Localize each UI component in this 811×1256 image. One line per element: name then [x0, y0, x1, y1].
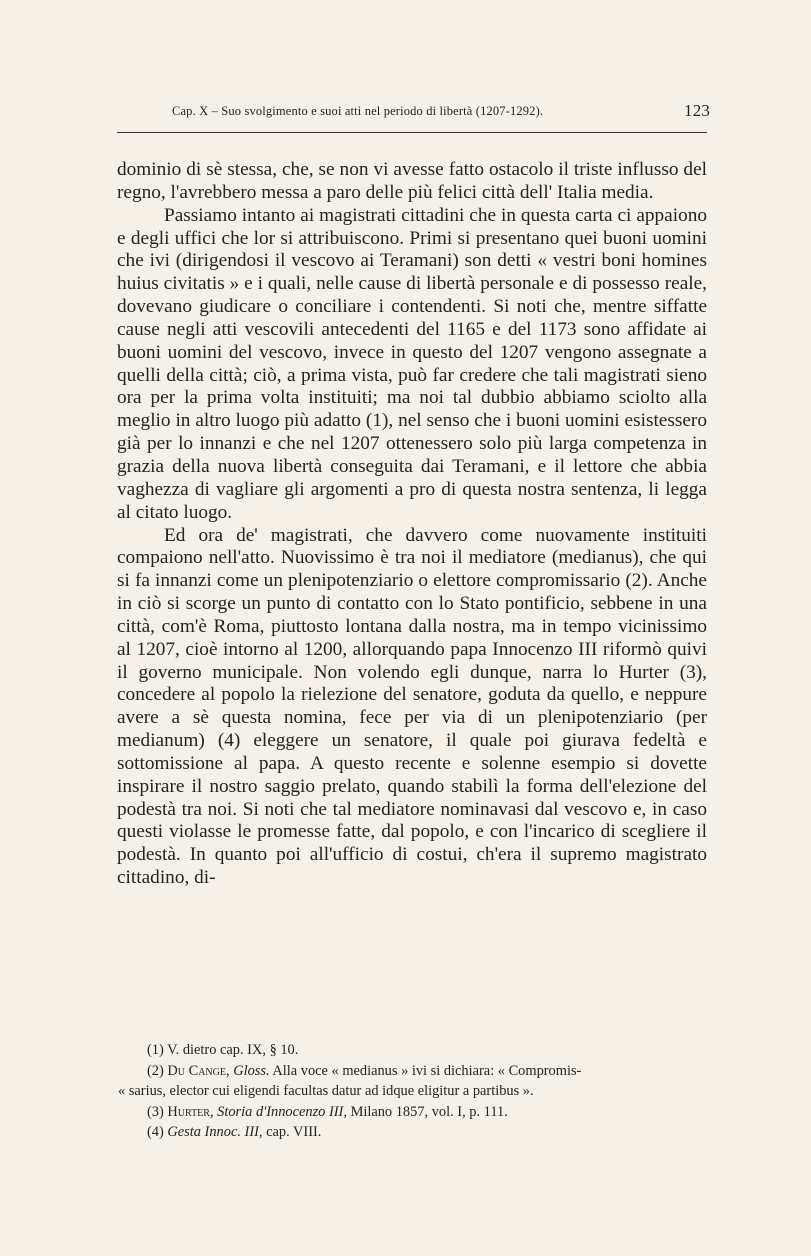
- footnote-mark: (2): [147, 1062, 164, 1079]
- footnote-text: cap. VIII.: [266, 1124, 322, 1141]
- footnote-text: « sarius, elector cui eligendi facultas datur ad idque eligitur a partibus ».: [118, 1083, 534, 1100]
- footnote-text: Alla voce « medianus » ivi si dichiara: « Compromis-: [272, 1062, 582, 1079]
- paragraph-3: Ed ora de' magistrati, che davvero come nuovamente instituiti compaiono nell'atto. Nuovissimo è tra noi il mediatore (medianus), che qui si fa innanzi come un plenipotenziario o elettore compromissario (2). Anche in ciò si scorge un punto di contatto con lo Stato pontificio, sebbene in una città, com'è Roma, piuttosto lontana dalla nostra, ma in tempo vicinissimo al 1207, cioè intorno al 1200, allorquando papa Innocenzo III riformò quivi il governo municipale. Non volendo egli dunque, narra lo Hurter (3), concedere al popolo la rielezione del senatore, goduta da quello, e neppure avere a sè questa nomina, fece per via di un plenipotenziario (per medianum) (4) eleggere un senatore, il quale poi giurava fedeltà e sottomissione al papa. A questo recente e solenne esempio si dovette inspirare il nostro saggio prelato, quando stabilì la forma dell'elezione del podestà tra noi. Si noti che tal mediatore nominavasi dal vescovo e, in caso questi violasse le promesse fatte, dal popolo, e con l'incarico di scegliere il podestà. In quanto poi all'ufficio di costui, ch'era il supremo magistrato cittadino, di-: [117, 524, 707, 889]
- running-header: [172, 101, 710, 120]
- footnotes: [118, 1040, 708, 1143]
- footnote-mark: (1): [147, 1042, 164, 1058]
- footnote-2-continuation: [118, 1081, 708, 1102]
- header-rule: [117, 132, 707, 133]
- footnote-text: V. dietro cap. IX, § 10.: [167, 1042, 299, 1058]
- footnote-2: [118, 1061, 708, 1082]
- footnote-work: Gesta Innoc. III,: [167, 1124, 263, 1141]
- page-number: 123: [684, 101, 710, 120]
- body-text: [117, 159, 707, 890]
- footnote-text: Milano 1857, vol. I, p. 111.: [350, 1103, 508, 1120]
- footnote-author: Hurter,: [167, 1103, 214, 1120]
- running-title: Cap. X – Suo svolgimento e suoi atti nel periodo di libertà (1207-1292).: [172, 104, 544, 118]
- footnote-mark: (3): [147, 1103, 164, 1120]
- footnote-mark: (4): [147, 1124, 164, 1141]
- footnote-1: [118, 1040, 708, 1061]
- footnote-work: Gloss.: [233, 1062, 270, 1079]
- footnote-work: Storia d'Innocenzo III,: [217, 1103, 347, 1120]
- paragraph-1: dominio di sè stessa, che, se non vi avesse fatto ostacolo il triste influsso del regno, l'avrebbero messa a paro delle più felici città dell' Italia media.: [117, 159, 707, 203]
- footnote-4: [118, 1122, 708, 1143]
- paragraph-2: Passiamo intanto ai magistrati cittadini che in questa carta ci appaiono e degli uffici che lor si attribuiscono. Primi si presentano quei buoni uomini che ivi (dirigendosi il vescovo ai Teramani) son detti « vestri boni homines huius civitatis » e i quali, nelle cause di libertà personale e di possesso reale, dovevano giudicare o conciliare i contendenti. Si noti che, mentre siffatte cause negli atti vescovili antecedenti del 1165 e del 1173 sono affidate ai buoni uomini del vescovo, invece in questo del 1207 vengono assegnate a quelli della città; ciò, a prima vista, può far credere che tali magistrati sieno ora per la prima volta instituiti; ma noi tal dubbio abbiamo sciolto alla meglio in altro luogo più adatto (1), nel senso che i buoni uomini esistessero già per lo innanzi e che nel 1207 ottenessero solo più larga competenza in grazia della nuova libertà conseguita dai Teramani, e il lettore che abbia vaghezza di vagliare gli argomenti a pro di questa nostra sentenza, li legga al citato luogo.: [117, 204, 707, 523]
- footnote-3: [118, 1102, 708, 1123]
- footnote-author: Du Cange,: [167, 1062, 230, 1079]
